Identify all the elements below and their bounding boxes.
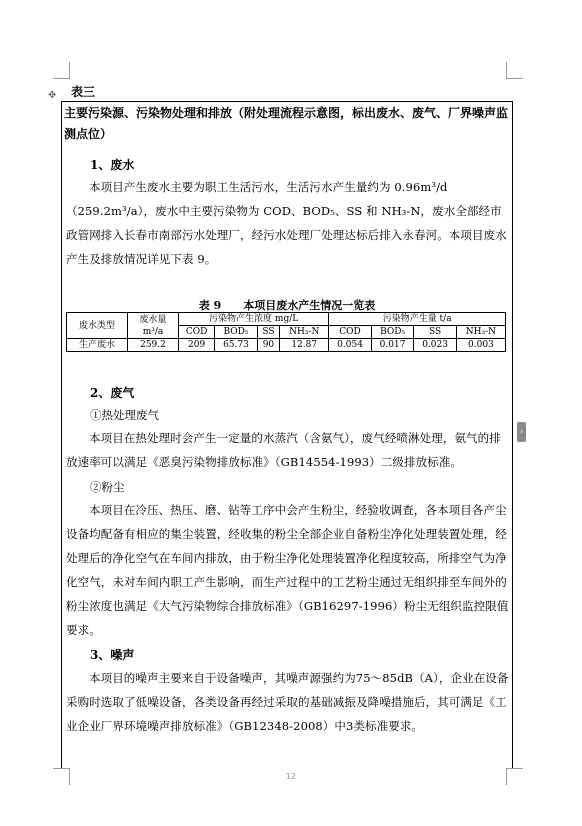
subheading-dust: ②粉尘 — [90, 480, 125, 494]
table-cell: 0.017 — [371, 339, 414, 352]
table-subheader: SS — [257, 326, 279, 339]
table-subheader: BOD₅ — [371, 326, 414, 339]
table-header-concentration: 污染物产生浓度 mg/L — [179, 313, 329, 326]
table-header-type: 废水类型 — [67, 313, 128, 339]
table-cell: 0.054 — [329, 339, 372, 352]
noise-paragraph: 本项目的噪声主要来自于设备噪声，其噪声源强约为75～85dB（A），企业在设备采购时选取了低噪设备，各类设备再经过采取的基础减振及降噪措施后，其可满足《工业企业厂界环境噪声排放标准》（GB12348-2008）中3类标准要求。 — [66, 671, 509, 733]
section-heading-waste-gas: 2、废气 — [90, 386, 135, 400]
table-header-amount: 污染物产生量 t/a — [329, 313, 506, 326]
subheading-heat-treatment: ①热处理废气 — [90, 408, 159, 422]
table-cell-type: 生产废水 — [67, 339, 128, 352]
table-subheader: SS — [414, 326, 457, 339]
table9-title: 表 9 本项目废水产生情况一览表 — [198, 299, 376, 312]
table-move-handle-icon[interactable]: ✥ — [48, 90, 57, 101]
section-heading-noise: 3、噪声 — [90, 648, 135, 662]
table-cell: 90 — [257, 339, 279, 352]
frame-heading: 主要污染源、污染物处理和排放（附处理流程示意图，标出废水、废气、厂界噪声监测点位） — [64, 106, 509, 141]
side-expand-tab-icon[interactable]: › — [517, 422, 526, 442]
table-subheader: BOD₅ — [215, 326, 258, 339]
heat-treatment-paragraph: 本项目在热处理时会产生一定量的水蒸汽（含氨气），废气经喷淋处理，氨气的排放速率可以满足《恶臭污染物排放标准》（GB14554-1993）二级排放标准。 — [66, 431, 501, 469]
table-header-volume: 废水量 m³/a — [128, 313, 179, 339]
wastewater-paragraph: 本项目产生废水主要为职工生活污水，生活污水产生量约为 0.96m³/d（259.2m³/a），废水中主要污染物为 COD、BOD₅、SS 和 NH₃-N，废水全部经市政管网排入长春市南部污水处理厂，经污水处理厂处理达标后排入永春河。本项目废水产生及排放情况详见下表 9。 — [66, 180, 507, 266]
table-cell: 65.73 — [215, 339, 258, 352]
content-frame — [61, 101, 513, 768]
table-subheader: COD — [179, 326, 215, 339]
table-cell: 0.003 — [456, 339, 505, 352]
table-row — [67, 339, 506, 352]
table-cell-volume: 259.2 — [128, 339, 179, 352]
crop-mark-top-right — [506, 62, 523, 79]
table-cell: 209 — [179, 339, 215, 352]
crop-mark-top-left — [53, 62, 70, 79]
table-cell: 0.023 — [414, 339, 457, 352]
form-title: 表三 — [71, 85, 96, 99]
wastewater-table — [66, 312, 506, 352]
table-subheader: NH₃-N — [456, 326, 505, 339]
page-number: 12 — [285, 772, 297, 781]
table-cell: 12.87 — [280, 339, 329, 352]
table-subheader: COD — [329, 326, 372, 339]
table-subheader: NH₃-N — [280, 326, 329, 339]
dust-paragraph: 本项目在冷压、热压、磨、钻等工序中会产生粉尘，经验收调查，各本项目各产尘设备均配备有相应的集尘装置，经收集的粉尘全部企业自备粉尘净化处理装置处理，经处理后的净化空气在车间内排放，由于粉尘净化处理装置净化程度较高，所排空气为净化空气，未对车间内职工产生影响，而生产过程中的工艺粉尘通过无组织排至车间外的粉尘浓度也满足《大气污染物综合排放标准》（GB16297-1996）粉尘无组织监控限值要求。 — [66, 503, 509, 637]
section-heading-wastewater: 1、废水 — [90, 158, 135, 172]
